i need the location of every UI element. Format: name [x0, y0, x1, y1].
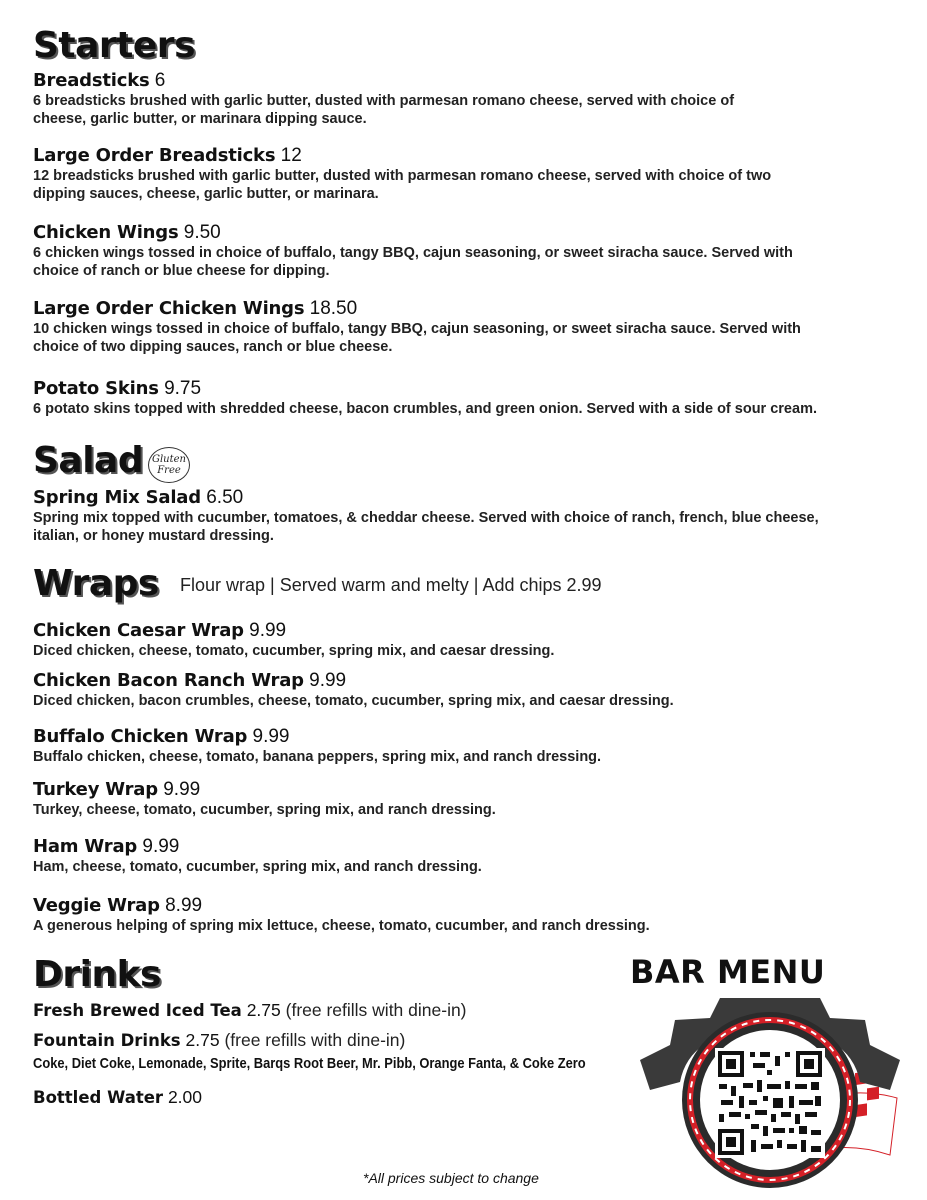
item-price: 9.99: [249, 620, 287, 641]
menu-item: [33, 670, 674, 710]
item-description: Spring mix topped with cucumber, tomatoes, & cheddar cheese. Served with choice of ranch, french, blue cheese,: [33, 510, 819, 526]
item-description: Ham, cheese, tomato, cucumber, spring mix, and ranch dressing.: [33, 859, 482, 875]
menu-item: [33, 298, 801, 356]
menu-item: [33, 836, 482, 876]
item-description: Diced chicken, cheese, tomato, cucumber, spring mix, and caesar dressing.: [33, 643, 555, 659]
menu-item: [33, 222, 793, 280]
menu-item: [33, 726, 601, 766]
item-description: Coke, Diet Coke, Lemonade, Sprite, Barqs Root Beer, Mr. Pibb, Orange Fanta, & Coke Zero: [33, 1055, 586, 1072]
menu-item: [33, 70, 734, 128]
item-description: choice of two dipping sauces, ranch or blue cheese.: [33, 339, 393, 355]
item-price: 2.00: [167, 1087, 202, 1107]
item-description: italian, or honey mustard dressing.: [33, 528, 274, 544]
item-name: Turkey Wrap: [33, 779, 158, 800]
item-name: Potato Skins: [33, 378, 159, 399]
item-description: choice of ranch or blue cheese for dipping.: [33, 263, 330, 279]
item-name: Buffalo Chicken Wrap: [33, 726, 248, 747]
item-price: 9.99: [309, 670, 347, 691]
item-description: cheese, garlic butter, or marinara dipping sauce.: [33, 111, 367, 127]
item-name: Spring Mix Salad: [33, 487, 201, 508]
drink-item: [33, 1087, 202, 1108]
item-name: Chicken Bacon Ranch Wrap: [33, 670, 304, 691]
drink-item: [33, 1030, 405, 1051]
item-name: Fresh Brewed Iced Tea: [33, 1001, 242, 1020]
item-price: 9.99: [252, 726, 290, 747]
item-description: 10 chicken wings tossed in choice of buffalo, tangy BBQ, cajun seasoning, or sweet siracha sauce. Served with: [33, 321, 801, 337]
menu-item: [33, 620, 554, 660]
item-price: 12: [280, 145, 302, 166]
item-description: 6 potato skins topped with shredded cheese, bacon crumbles, and green onion. Served with a side of sour cream.: [33, 401, 817, 417]
bar-menu-title: BAR MENU: [630, 953, 826, 991]
price-disclaimer: *All prices subject to change: [363, 1170, 539, 1186]
drink-item: [33, 1000, 467, 1021]
wraps-heading: Wraps: [33, 563, 159, 604]
item-price: 6: [154, 70, 166, 91]
gluten-free-badge-text: Gluten: [151, 454, 186, 465]
item-price: 9.50: [183, 222, 221, 243]
gluten-free-badge-text: Free: [157, 465, 181, 476]
item-name: Large Order Breadsticks: [33, 145, 276, 166]
item-description: Diced chicken, bacon crumbles, cheese, tomato, cucumber, spring mix, and caesar dressing.: [33, 693, 674, 709]
menu-item: [33, 487, 819, 545]
item-name: Veggie Wrap: [33, 895, 160, 916]
item-description: dipping sauces, cheese, garlic butter, or marinara.: [33, 186, 379, 202]
item-description: 6 breadsticks brushed with garlic butter, dusted with parmesan romano cheese, served with choice of: [33, 93, 735, 109]
item-note: (free refills with dine-in): [224, 1030, 406, 1050]
item-name: Breadsticks: [33, 70, 150, 91]
menu-item: [33, 145, 771, 203]
menu-item: [33, 378, 817, 418]
item-note: (free refills with dine-in): [285, 1000, 467, 1020]
item-name: Bottled Water: [33, 1088, 164, 1107]
item-name: Chicken Wings: [33, 222, 179, 243]
menu-item: [33, 895, 650, 935]
item-name: Chicken Caesar Wrap: [33, 620, 244, 641]
drinks-heading: Drinks: [33, 954, 161, 995]
bar-menu-qr-graphic[interactable]: [635, 990, 905, 1190]
item-price: 9.99: [142, 836, 180, 857]
item-name: Fountain Drinks: [33, 1031, 181, 1050]
item-price: 6.50: [206, 487, 244, 508]
wraps-tagline: Flour wrap | Served warm and melty | Add chips 2.99: [180, 575, 602, 595]
menu-item: [33, 779, 496, 819]
item-description: Buffalo chicken, cheese, tomato, banana peppers, spring mix, and ranch dressing.: [33, 749, 602, 765]
item-price: 8.99: [165, 895, 203, 916]
item-description: A generous helping of spring mix lettuce, cheese, tomato, cucumber, and ranch dressing.: [33, 918, 650, 934]
item-price: 18.50: [309, 298, 358, 319]
qr-code: [715, 1048, 825, 1158]
item-name: Ham Wrap: [33, 836, 138, 857]
item-name: Large Order Chicken Wings: [33, 298, 305, 319]
gluten-free-icon: [148, 447, 190, 483]
starters-heading: Starters: [33, 25, 195, 66]
salad-heading: Salad: [33, 440, 144, 481]
item-description: 6 chicken wings tossed in choice of buffalo, tangy BBQ, cajun seasoning, or sweet siracha sauce. Served with: [33, 245, 793, 261]
item-description: 12 breadsticks brushed with garlic butter, dusted with parmesan romano cheese, served with choice of two: [33, 168, 772, 184]
item-price: 9.99: [163, 779, 201, 800]
item-description: Turkey, cheese, tomato, cucumber, spring mix, and ranch dressing.: [33, 802, 496, 818]
item-price: 9.75: [164, 378, 202, 399]
item-price: 2.75: [185, 1030, 220, 1050]
item-price: 2.75: [246, 1000, 281, 1020]
